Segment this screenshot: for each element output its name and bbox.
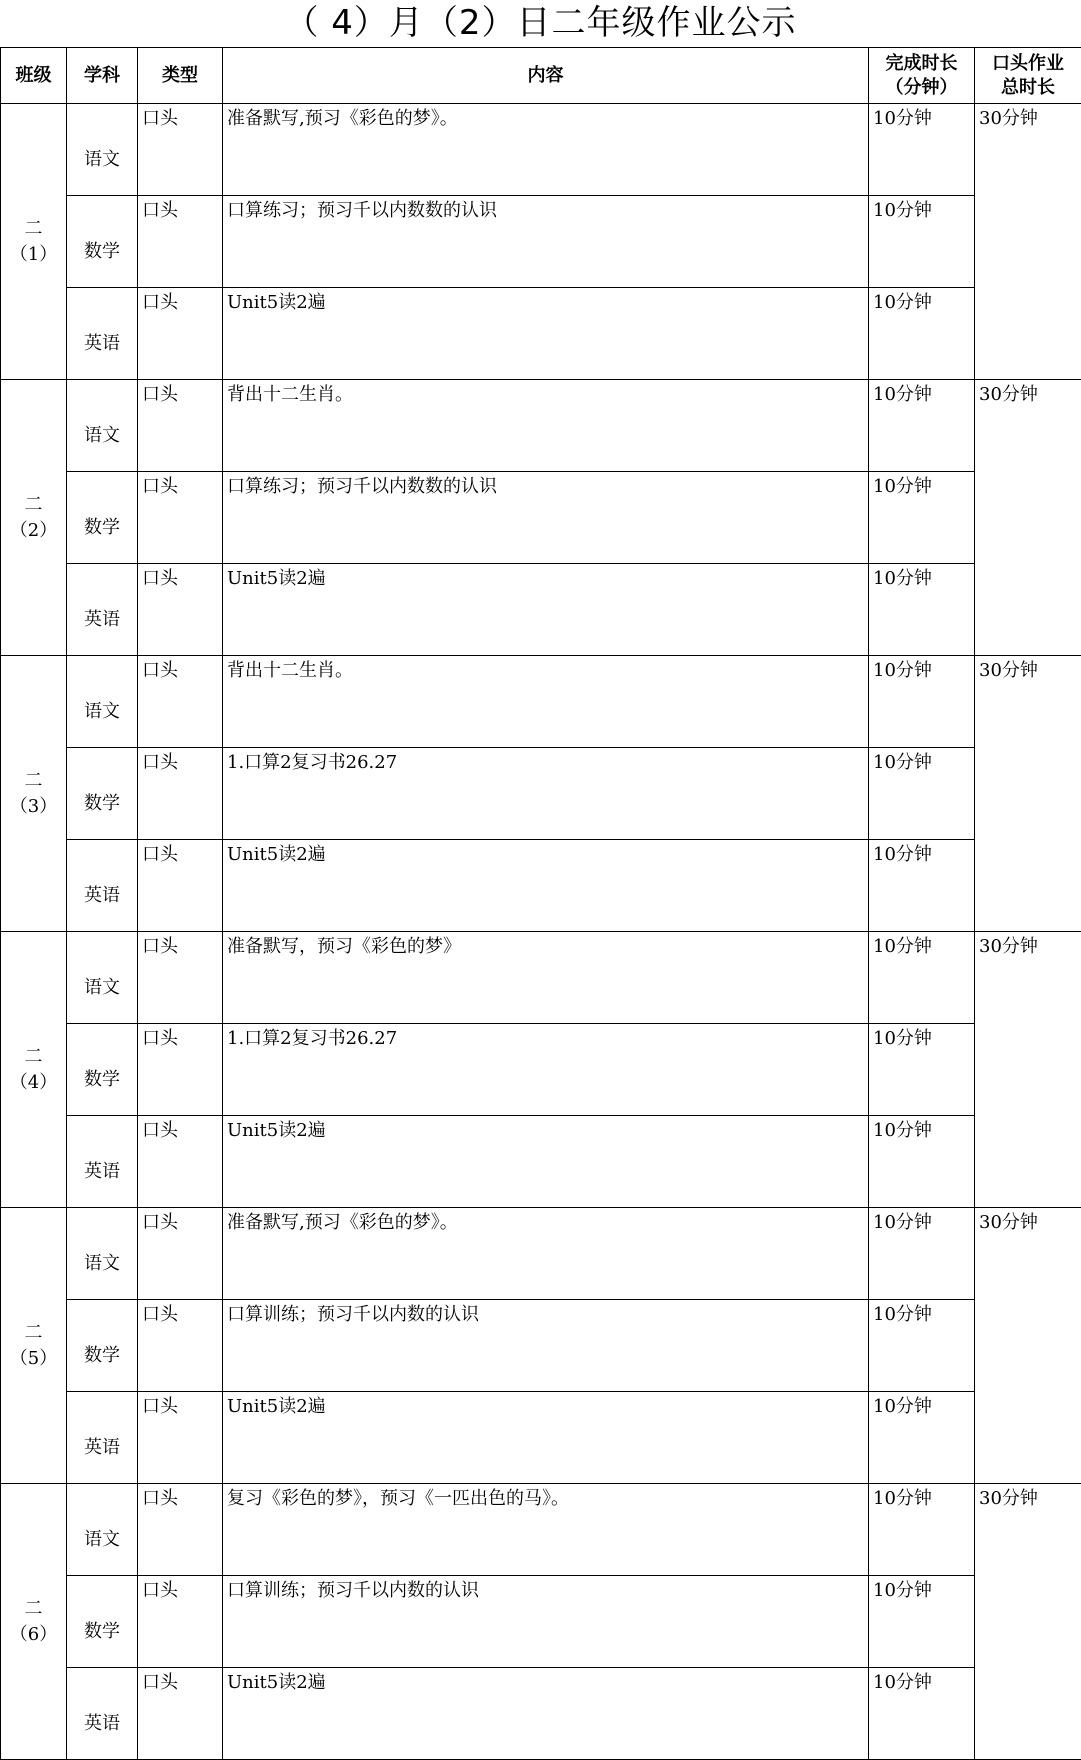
subject-cell: 数学 <box>67 1300 138 1392</box>
class-number: （3） <box>1 794 66 820</box>
duration-cell: 10分钟 <box>869 1484 975 1576</box>
content-cell: 1.口算2复习书26.27 <box>223 748 869 840</box>
class-grade: 二 <box>1 1044 66 1070</box>
content-cell: Unit5读2遍 <box>223 1392 869 1484</box>
type-cell: 口头 <box>138 932 223 1024</box>
duration-cell: 10分钟 <box>869 380 975 472</box>
subject-cell: 数学 <box>67 472 138 564</box>
duration-cell: 10分钟 <box>869 1576 975 1668</box>
content-cell: 背出十二生肖。 <box>223 380 869 472</box>
type-cell: 口头 <box>138 1300 223 1392</box>
table-row <box>1 196 1081 288</box>
subject-cell: 语文 <box>67 380 138 472</box>
type-cell: 口头 <box>138 840 223 932</box>
table-row <box>1 840 1081 932</box>
duration-cell: 10分钟 <box>869 472 975 564</box>
table-row <box>1 564 1081 656</box>
class-cell <box>1 380 67 656</box>
type-cell: 口头 <box>138 472 223 564</box>
table-row <box>1 1300 1081 1392</box>
table-row <box>1 380 1081 472</box>
subject-cell: 语文 <box>67 656 138 748</box>
table-header-row <box>1 48 1081 104</box>
table-body <box>1 104 1081 1760</box>
duration-cell: 10分钟 <box>869 1300 975 1392</box>
class-grade: 二 <box>1 492 66 518</box>
subject-cell: 语文 <box>67 104 138 196</box>
total-duration-cell: 30分钟 <box>975 1208 1081 1484</box>
header-total-line2: 总时长 <box>975 76 1081 100</box>
type-cell: 口头 <box>138 748 223 840</box>
class-grade: 二 <box>1 768 66 794</box>
subject-cell: 语文 <box>67 932 138 1024</box>
table-row <box>1 104 1081 196</box>
table-row <box>1 748 1081 840</box>
type-cell: 口头 <box>138 288 223 380</box>
subject-cell: 英语 <box>67 288 138 380</box>
content-cell: Unit5读2遍 <box>223 1116 869 1208</box>
subject-cell: 数学 <box>67 1024 138 1116</box>
content-cell: 背出十二生肖。 <box>223 656 869 748</box>
total-duration-cell: 30分钟 <box>975 932 1081 1208</box>
table-row <box>1 1668 1081 1760</box>
table-row <box>1 1116 1081 1208</box>
duration-cell: 10分钟 <box>869 840 975 932</box>
duration-cell: 10分钟 <box>869 564 975 656</box>
subject-cell: 英语 <box>67 1668 138 1760</box>
subject-cell: 英语 <box>67 840 138 932</box>
duration-cell: 10分钟 <box>869 104 975 196</box>
duration-cell: 10分钟 <box>869 748 975 840</box>
class-cell <box>1 932 67 1208</box>
table-row <box>1 1024 1081 1116</box>
class-cell <box>1 104 67 380</box>
header-duration-line2: （分钟） <box>869 76 974 100</box>
duration-cell: 10分钟 <box>869 1668 975 1760</box>
type-cell: 口头 <box>138 564 223 656</box>
class-cell <box>1 656 67 932</box>
homework-table <box>0 47 1081 1760</box>
subject-cell: 语文 <box>67 1208 138 1300</box>
table-row <box>1 656 1081 748</box>
header-total <box>975 48 1081 104</box>
total-duration-cell: 30分钟 <box>975 104 1081 380</box>
table-row <box>1 932 1081 1024</box>
table-row <box>1 288 1081 380</box>
table-row <box>1 1208 1081 1300</box>
header-duration <box>869 48 975 104</box>
type-cell: 口头 <box>138 196 223 288</box>
total-duration-cell: 30分钟 <box>975 656 1081 932</box>
class-number: （4） <box>1 1070 66 1096</box>
table-row <box>1 1392 1081 1484</box>
type-cell: 口头 <box>138 1116 223 1208</box>
total-duration-cell: 30分钟 <box>975 380 1081 656</box>
class-grade: 二 <box>1 1320 66 1346</box>
table-row <box>1 1576 1081 1668</box>
class-number: （5） <box>1 1346 66 1372</box>
duration-cell: 10分钟 <box>869 1392 975 1484</box>
table-row <box>1 472 1081 564</box>
content-cell: Unit5读2遍 <box>223 288 869 380</box>
class-number: （2） <box>1 518 66 544</box>
type-cell: 口头 <box>138 104 223 196</box>
content-cell: 口算练习；预习千以内数数的认识 <box>223 196 869 288</box>
content-cell: 准备默写,预习《彩色的梦》。 <box>223 1208 869 1300</box>
type-cell: 口头 <box>138 1024 223 1116</box>
header-duration-line1: 完成时长 <box>869 52 974 76</box>
duration-cell: 10分钟 <box>869 1208 975 1300</box>
subject-cell: 数学 <box>67 1576 138 1668</box>
header-type: 类型 <box>138 48 223 104</box>
duration-cell: 10分钟 <box>869 288 975 380</box>
duration-cell: 10分钟 <box>869 656 975 748</box>
content-cell: 复习《彩色的梦》，预习《一匹出色的马》。 <box>223 1484 869 1576</box>
header-content: 内容 <box>223 48 869 104</box>
content-cell: 口算训练；预习千以内数的认识 <box>223 1300 869 1392</box>
header-total-line1: 口头作业 <box>975 52 1081 76</box>
total-duration-cell: 30分钟 <box>975 1484 1081 1760</box>
page-title: （ 4）月（2）日二年级作业公示 <box>0 0 1081 46</box>
type-cell: 口头 <box>138 380 223 472</box>
class-cell <box>1 1484 67 1760</box>
duration-cell: 10分钟 <box>869 932 975 1024</box>
header-class: 班级 <box>1 48 67 104</box>
table-row <box>1 1484 1081 1576</box>
type-cell: 口头 <box>138 656 223 748</box>
subject-cell: 数学 <box>67 196 138 288</box>
type-cell: 口头 <box>138 1668 223 1760</box>
subject-cell: 数学 <box>67 748 138 840</box>
class-grade: 二 <box>1 216 66 242</box>
duration-cell: 10分钟 <box>869 1024 975 1116</box>
content-cell: 准备默写,预习《彩色的梦》。 <box>223 104 869 196</box>
content-cell: Unit5读2遍 <box>223 840 869 932</box>
class-number: （6） <box>1 1622 66 1648</box>
type-cell: 口头 <box>138 1484 223 1576</box>
subject-cell: 语文 <box>67 1484 138 1576</box>
subject-cell: 英语 <box>67 564 138 656</box>
class-cell <box>1 1208 67 1484</box>
type-cell: 口头 <box>138 1208 223 1300</box>
content-cell: 准备默写，预习《彩色的梦》 <box>223 932 869 1024</box>
duration-cell: 10分钟 <box>869 1116 975 1208</box>
subject-cell: 英语 <box>67 1116 138 1208</box>
content-cell: Unit5读2遍 <box>223 564 869 656</box>
subject-cell: 英语 <box>67 1392 138 1484</box>
content-cell: 1.口算2复习书26.27 <box>223 1024 869 1116</box>
type-cell: 口头 <box>138 1576 223 1668</box>
class-grade: 二 <box>1 1596 66 1622</box>
content-cell: Unit5读2遍 <box>223 1668 869 1760</box>
header-subject: 学科 <box>67 48 138 104</box>
content-cell: 口算训练；预习千以内数的认识 <box>223 1576 869 1668</box>
duration-cell: 10分钟 <box>869 196 975 288</box>
class-number: （1） <box>1 242 66 268</box>
type-cell: 口头 <box>138 1392 223 1484</box>
content-cell: 口算练习；预习千以内数数的认识 <box>223 472 869 564</box>
